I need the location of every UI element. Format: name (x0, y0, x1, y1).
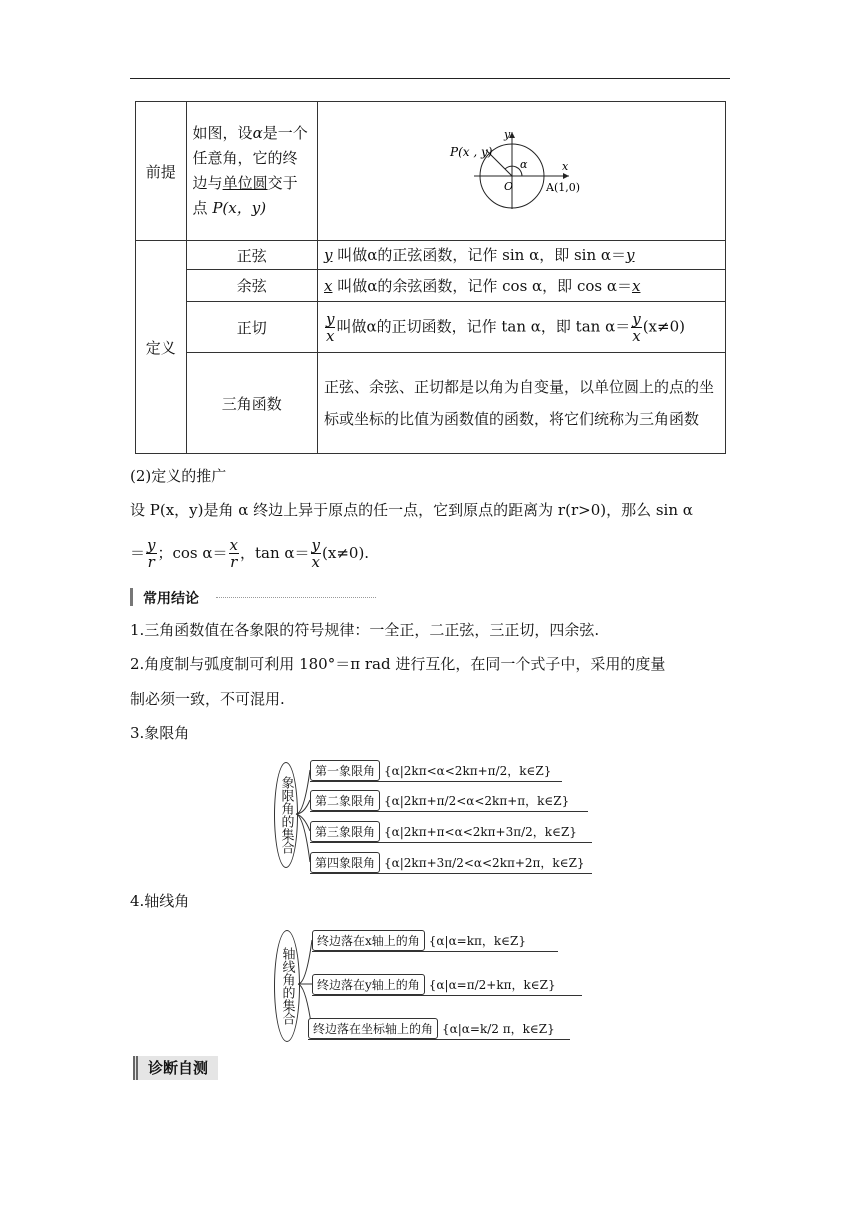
premise-label: 前提 (136, 102, 187, 241)
point-label: P(x , y) (450, 145, 493, 159)
definition-label: 定义 (136, 241, 187, 454)
sine-definition: y 叫做α的正弦函数，记作 sin α，即 sin α＝y (318, 241, 726, 270)
quadrant-row: 第三象限角 {α|2kπ+π<α<2kπ+3π/2，k∈Z} (310, 821, 577, 842)
tangent-label: 正切 (186, 302, 317, 353)
conclusion-item-2a: 2.角度制与弧度制可利用 180°＝π rad 进行互化，在同一个式子中，采用的度量 (130, 655, 666, 673)
top-rule (130, 78, 730, 79)
svg-text:O: O (504, 180, 514, 193)
trig-function-label: 三角函数 (186, 353, 317, 454)
svg-text:y: y (504, 128, 511, 141)
premise-text: 如图，设α是一个任意角，它的终边与单位圆交于点 P(x，y) (186, 102, 317, 241)
axis-row: 终边落在y轴上的角 {α|α=π/2+kπ，k∈Z} (312, 974, 556, 995)
quadrant-diagram-title: 象限角的集合 (274, 762, 298, 868)
axis-angle-diagram (272, 926, 592, 1044)
definition-table (135, 101, 726, 454)
conclusion-item-3: 3.象限角 (130, 724, 190, 742)
axis-row: 终边落在坐标轴上的角 {α|α=k/2 π，k∈Z} (308, 1018, 555, 1039)
unit-circle-figure-cell (318, 102, 726, 241)
cosine-definition: x 叫做α的余弦函数，记作 cos α，即 cos α＝x (318, 270, 726, 302)
tangent-definition: $\frac{y}{x}$ 叫做α的正切函数，记作 tan α，即 tan α＝ $\frac{y}{x}$ (x≠0) (318, 302, 726, 353)
quadrant-row: 第一象限角 {α|2kπ<α<2kπ+π/2，k∈Z} (310, 760, 551, 781)
conclusions-header: 常用结论 (130, 588, 199, 606)
conclusion-item-2b: 制必须一致，不可混用. (130, 690, 285, 708)
section2-formulas: ＝ $\frac{y}{r}$ ；cos α＝ $\frac{x}{r}$ ，tan α＝ $\frac{y}{x}$ (x≠0). (130, 535, 370, 571)
diagnose-header: 诊断自测 (133, 1056, 218, 1080)
quadrant-row: 第二象限角 {α|2kπ+π/2<α<2kπ+π，k∈Z} (310, 790, 569, 811)
svg-text:α: α (520, 158, 528, 171)
quadrant-angle-diagram (272, 756, 602, 876)
unit-circle-figure (324, 104, 719, 238)
trig-function-definition: 正弦、余弦、正切都是以角为自变量，以单位圆上的点的坐标或坐标的比值为函数值的函数，将它们统称为三角函数 (318, 353, 726, 454)
axis-diagram-title: 轴线角的集合 (274, 930, 300, 1042)
svg-text:x: x (562, 160, 569, 173)
header-dotted-line (216, 597, 376, 598)
conclusion-item-4: 4.轴线角 (130, 892, 190, 910)
axis-row: 终边落在x轴上的角 {α|α=kπ，k∈Z} (312, 930, 526, 951)
cosine-label: 余弦 (186, 270, 317, 302)
svg-text:A(1,0): A(1,0) (546, 181, 581, 194)
sine-label: 正弦 (186, 241, 317, 270)
conclusion-item-1: 1.三角函数值在各象限的符号规律：一全正，二正弦，三正切，四余弦. (130, 621, 600, 639)
quadrant-row: 第四象限角 {α|2kπ+3π/2<α<2kπ+2π，k∈Z} (310, 852, 585, 873)
section2-text: 设 P(x，y)是角 α 终边上异于原点的任一点，它到原点的距离为 r(r>0)，那么 sin α (130, 501, 693, 519)
section2-title: (2)定义的推广 (130, 467, 227, 485)
